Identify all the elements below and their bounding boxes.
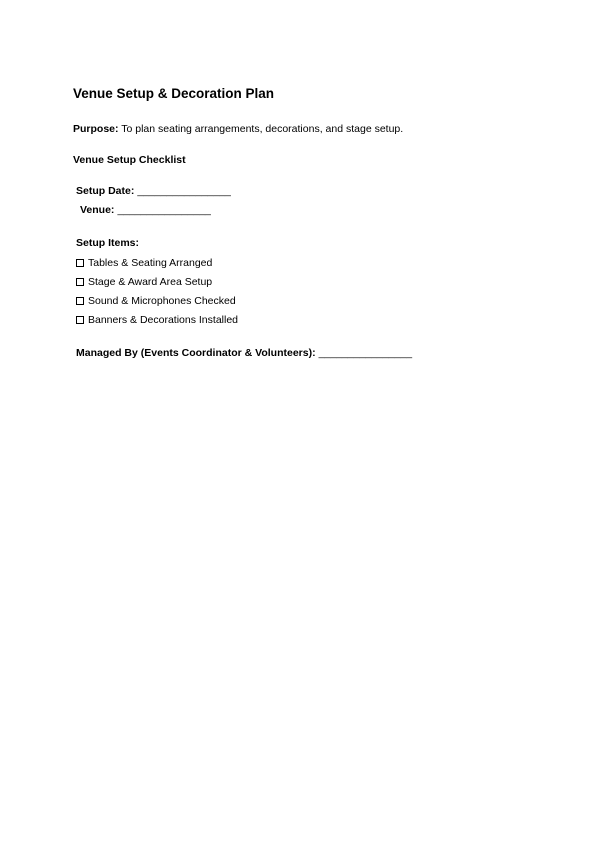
purpose-label: Purpose: (73, 123, 119, 135)
managed-by-line (73, 346, 412, 360)
setup-items-heading (73, 236, 139, 250)
setup-item[interactable] (76, 275, 212, 289)
setup-date-line (73, 184, 231, 198)
checkbox-icon[interactable] (76, 316, 84, 324)
setup-item-label: Banners & Decorations Installed (88, 314, 238, 326)
setup-item[interactable] (76, 313, 238, 327)
checkbox-icon[interactable] (76, 297, 84, 305)
setup-date-blank: ________________ (137, 185, 231, 197)
purpose-text: To plan seating arrangements, decorations, and stage setup. (118, 123, 404, 135)
document-title: Venue Setup & Decoration Plan (73, 86, 275, 101)
setup-item-label: Stage & Award Area Setup (88, 276, 213, 288)
checkbox-icon[interactable] (76, 278, 84, 286)
setup-item[interactable] (76, 256, 212, 270)
setup-items-label: Setup Items: (76, 237, 140, 249)
venue-label: Venue: (80, 204, 115, 216)
venue-line (77, 203, 211, 217)
managed-by-label: Managed By (Events Coordinator & Volunteers): (76, 347, 316, 359)
purpose-line (73, 122, 403, 136)
setup-item-label: Sound & Microphones Checked (88, 295, 236, 307)
managed-by-blank: ________________ (318, 347, 413, 359)
setup-item[interactable] (76, 294, 236, 308)
checklist-heading: Venue Setup Checklist (73, 154, 186, 166)
checkbox-icon[interactable] (76, 259, 84, 267)
venue-blank: ________________ (117, 204, 211, 216)
setup-item-label: Tables & Seating Arranged (88, 257, 213, 269)
setup-date-label: Setup Date: (76, 185, 135, 197)
